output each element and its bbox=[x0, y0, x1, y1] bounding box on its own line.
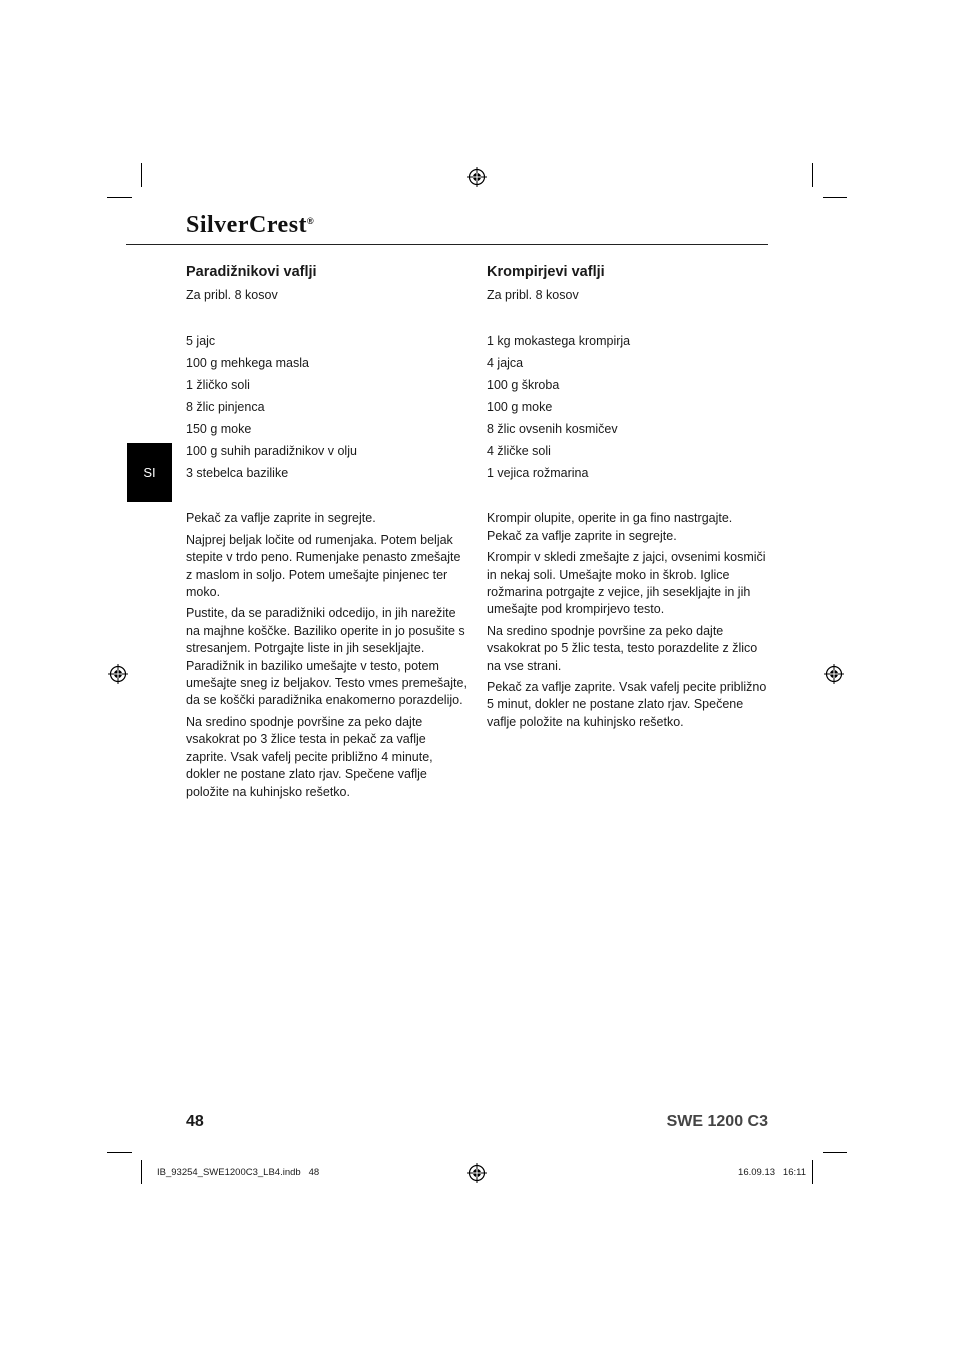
step-paragraph: Na sredino spodnje površine za peko dajte vsakokrat po 5 žlic testa, testo porazdelite z žlico na vse strani. bbox=[487, 623, 758, 673]
step-paragraph: Najprej beljak ločite od rumenjaka. Potem beljak stepite v trdo peno. Rumenjake penasto zmešajte z maslom in soljo. Potem umešajte pinjenec ter moko. bbox=[186, 532, 461, 600]
ingredient-item: 1 kg mokastega krompirja bbox=[487, 334, 631, 349]
crop-mark bbox=[141, 1160, 142, 1184]
model-number: SWE 1200 C3 bbox=[666, 1113, 768, 1130]
step-paragraph: Pustite, da se paradižniki odcedijo, in jih narežite na majhne koščke. Baziliko operite in jo posušite s stresanjem. Potrgajte liste in jih sesekljajte. Paradižnik in baziliko umešajte v testo, potem umešajte sneg iz beljakov. Testo vmes premešajte, da se koščki paradižnika enakomerno porazdelijo. bbox=[186, 606, 467, 708]
ingredient-item: 4 jajca bbox=[487, 356, 524, 371]
ingredient-item: 100 g suhih paradižnikov v olju bbox=[186, 444, 357, 459]
ingredient-item: 1 vejica rožmarina bbox=[487, 466, 589, 481]
language-tab bbox=[127, 443, 172, 502]
left-ingredients-list bbox=[186, 330, 468, 484]
right-recipe-title: Krompirjevi vaflji bbox=[487, 264, 605, 280]
ingredient-item: 100 g moke bbox=[487, 400, 553, 415]
step-paragraph: Na sredino spodnje površine za peko dajte vsakokrat po 3 žlice testa in pekač za vaflje zaprite. Vsak vafelj pecite približno 4 minute, dokler ne postane zlato rjav. Spečene vaflje položite na kuhinjsko rešetko. bbox=[186, 714, 433, 799]
ingredient-item: 8 žlic pinjenca bbox=[186, 400, 265, 415]
ingredient-item: 4 žličke soli bbox=[487, 444, 551, 459]
left-recipe bbox=[186, 263, 468, 805]
brand-logo bbox=[186, 212, 314, 239]
registration-mark-icon bbox=[824, 664, 844, 684]
header-rule bbox=[126, 244, 768, 245]
right-ingredients-list bbox=[487, 330, 769, 484]
registration-mark-icon bbox=[108, 664, 128, 684]
ingredient-item: 100 g mehkega masla bbox=[186, 356, 309, 371]
step-paragraph: Krompir olupite, operite in ga fino nastrgajte. Pekač za vaflje zaprite in segrejte. bbox=[487, 511, 733, 543]
print-file-info: IB_93254_SWE1200C3_LB4.indb 48 bbox=[157, 1167, 320, 1178]
brand-logo-text: SilverCrest bbox=[186, 212, 308, 238]
print-timestamp: 16.09.13 16:11 bbox=[738, 1167, 806, 1178]
step-paragraph: Pekač za vaflje zaprite in segrejte. bbox=[186, 511, 376, 526]
right-recipe bbox=[487, 263, 769, 735]
right-steps bbox=[487, 510, 769, 731]
left-recipe-serves: Za pribl. 8 kosov bbox=[186, 288, 278, 302]
ingredient-item: 5 jajc bbox=[186, 334, 216, 349]
crop-mark bbox=[107, 1152, 132, 1153]
right-recipe-serves: Za pribl. 8 kosov bbox=[487, 288, 579, 302]
language-tab-label: SI bbox=[143, 465, 156, 480]
ingredient-item: 1 žličko soli bbox=[186, 378, 250, 393]
crop-mark bbox=[823, 1152, 847, 1153]
step-paragraph: Krompir v skledi zmešajte z jajci, ovsenimi kosmiči in nekaj soli. Umešajte moko in škrob. Iglice rožmarina potrgajte z vejice, jih sesekljajte in jih umešajte pod krompirjevo testo. bbox=[487, 550, 766, 617]
left-recipe-title: Paradižnikovi vaflji bbox=[186, 264, 317, 280]
crop-mark bbox=[141, 163, 142, 187]
ingredient-item: 8 žlic ovsenih kosmičev bbox=[487, 422, 618, 437]
crop-mark bbox=[823, 197, 847, 198]
crop-mark bbox=[812, 1160, 813, 1184]
ingredient-item: 100 g škroba bbox=[487, 378, 560, 393]
registration-mark-icon bbox=[467, 167, 487, 187]
crop-mark bbox=[812, 163, 813, 187]
ingredient-item: 3 stebelca bazilike bbox=[186, 466, 289, 481]
left-steps bbox=[186, 510, 468, 801]
page-number: 48 bbox=[186, 1113, 204, 1130]
registration-mark-icon bbox=[467, 1163, 487, 1183]
step-paragraph: Pekač za vaflje zaprite. Vsak vafelj pecite približno 5 minut, dokler ne postane zlato rjav. Spečene vaflje položite na kuhinjsko rešetko. bbox=[487, 680, 767, 729]
registered-mark: ® bbox=[307, 216, 315, 226]
crop-mark bbox=[107, 197, 132, 198]
ingredient-item: 150 g moke bbox=[186, 422, 252, 437]
